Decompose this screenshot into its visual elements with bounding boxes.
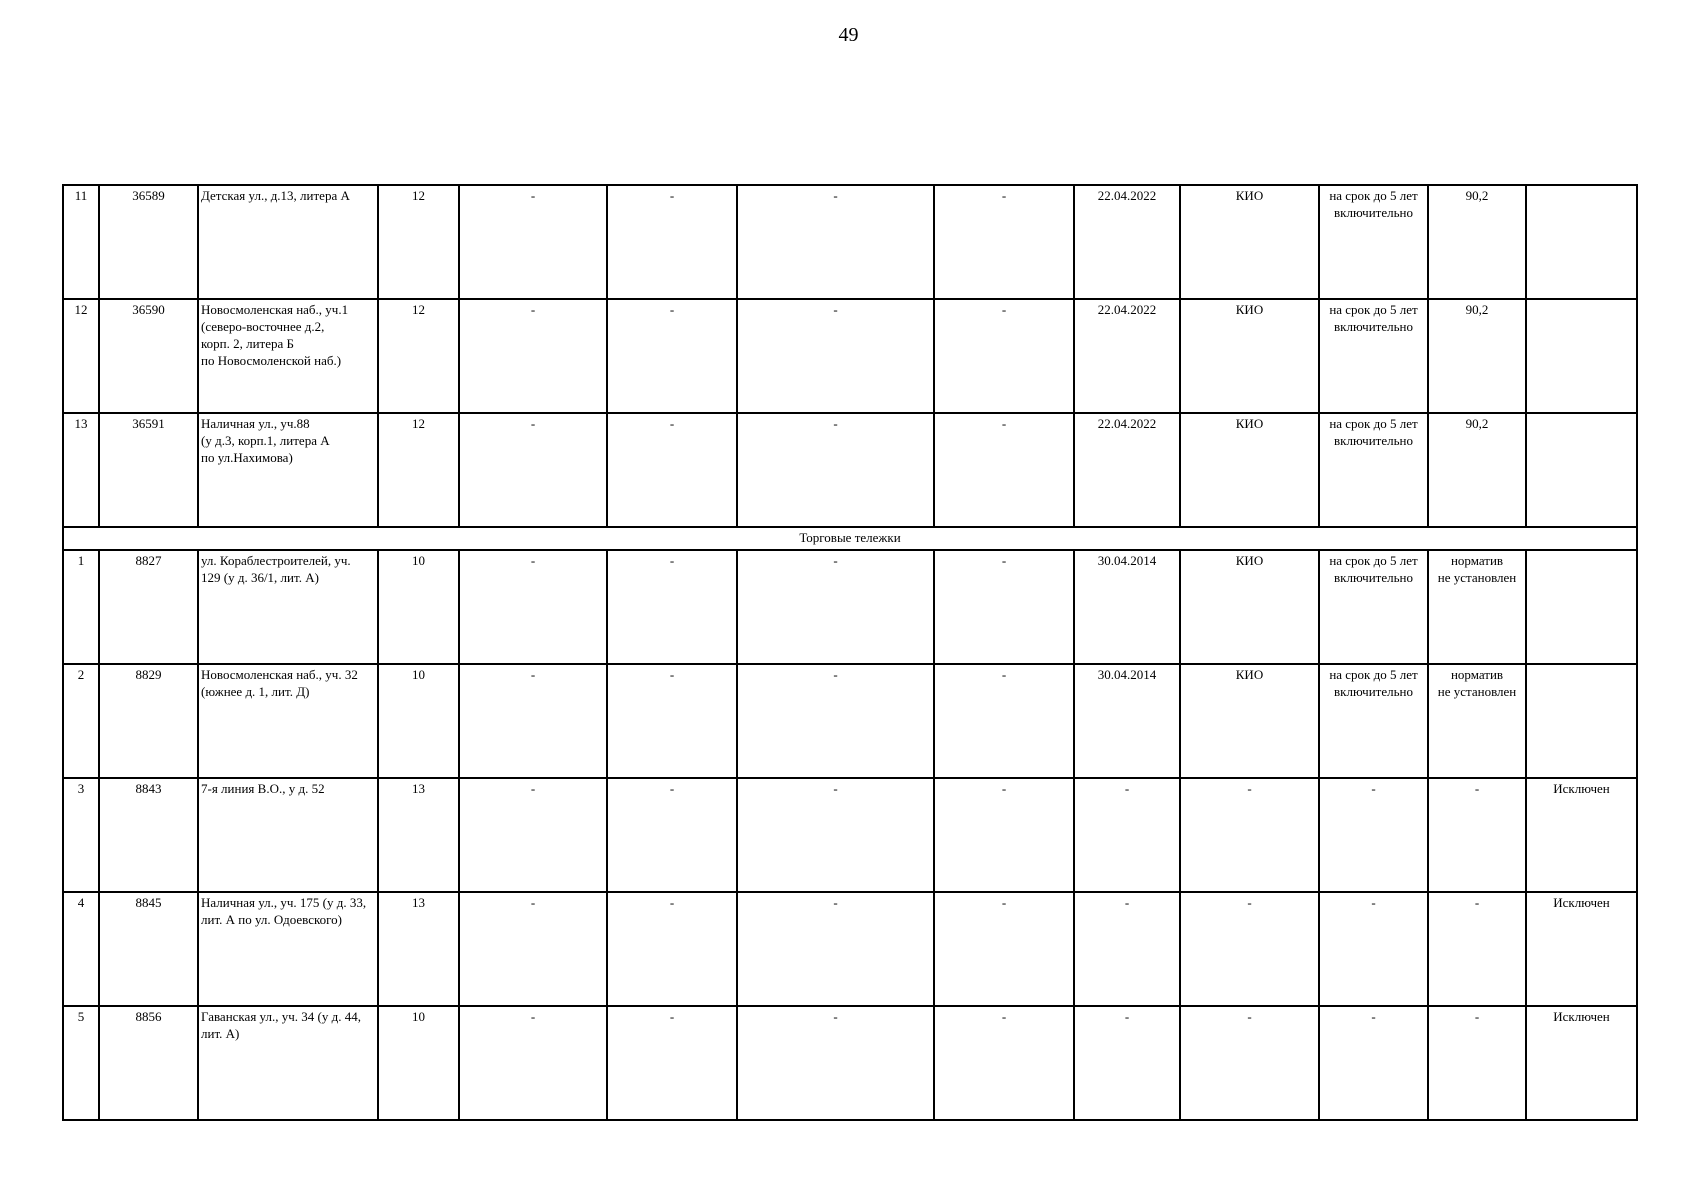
cell-rate: 90,2 xyxy=(1428,299,1526,413)
cell-address: 7-я линия В.О., у д. 52 xyxy=(198,778,378,892)
cell-col8: - xyxy=(934,185,1074,299)
cell-note xyxy=(1526,413,1637,527)
section-row xyxy=(63,527,1637,550)
cell-id: 36591 xyxy=(99,413,198,527)
table-row xyxy=(63,550,1637,664)
cell-col6: - xyxy=(607,550,737,664)
cell-col7: - xyxy=(737,185,934,299)
cell-id: 36590 xyxy=(99,299,198,413)
cell-number: 2 xyxy=(63,664,99,778)
cell-number: 3 xyxy=(63,778,99,892)
cell-date: 22.04.2022 xyxy=(1074,413,1180,527)
cell-rate: - xyxy=(1428,1006,1526,1120)
cell-col6: - xyxy=(607,778,737,892)
cell-term: на срок до 5 лет включительно xyxy=(1319,185,1428,299)
cell-term: - xyxy=(1319,1006,1428,1120)
cell-address: Новосмоленская наб., уч.1 (северо-восточнее д.2, корп. 2, литера Б по Новосмоленской наб.) xyxy=(198,299,378,413)
cell-date: 30.04.2014 xyxy=(1074,664,1180,778)
section-header xyxy=(63,527,1637,550)
table-body-bottom xyxy=(63,550,1637,1120)
cell-col8: - xyxy=(934,413,1074,527)
cell-col5: - xyxy=(459,892,607,1006)
cell-date: 22.04.2022 xyxy=(1074,185,1180,299)
cell-col5: - xyxy=(459,299,607,413)
cell-col5: - xyxy=(459,185,607,299)
cell-date: - xyxy=(1074,892,1180,1006)
cell-number: 4 xyxy=(63,892,99,1006)
cell-code: 10 xyxy=(378,664,459,778)
cell-rate: норматив не установлен xyxy=(1428,550,1526,664)
cell-term: - xyxy=(1319,778,1428,892)
cell-col7: - xyxy=(737,1006,934,1120)
cell-term: на срок до 5 лет включительно xyxy=(1319,550,1428,664)
cell-col7: - xyxy=(737,892,934,1006)
cell-note xyxy=(1526,185,1637,299)
cell-address: Новосмоленская наб., уч. 32 (южнее д. 1, лит. Д) xyxy=(198,664,378,778)
cell-code: 13 xyxy=(378,778,459,892)
cell-rate: - xyxy=(1428,778,1526,892)
cell-org: КИО xyxy=(1180,299,1319,413)
cell-col8: - xyxy=(934,550,1074,664)
cell-col6: - xyxy=(607,664,737,778)
cell-col8: - xyxy=(934,664,1074,778)
cell-col6: - xyxy=(607,413,737,527)
table-row xyxy=(63,664,1637,778)
table-body-top xyxy=(63,185,1637,527)
cell-col5: - xyxy=(459,550,607,664)
cell-term: на срок до 5 лет включительно xyxy=(1319,413,1428,527)
cell-address: Детская ул., д.13, литера А xyxy=(198,185,378,299)
cell-col7: - xyxy=(737,299,934,413)
cell-number: 1 xyxy=(63,550,99,664)
cell-col6: - xyxy=(607,299,737,413)
cell-code: 12 xyxy=(378,299,459,413)
cell-rate: 90,2 xyxy=(1428,185,1526,299)
cell-code: 12 xyxy=(378,413,459,527)
cell-org: КИО xyxy=(1180,413,1319,527)
cell-note: Исключен xyxy=(1526,892,1637,1006)
cell-id: 8845 xyxy=(99,892,198,1006)
cell-date: - xyxy=(1074,1006,1180,1120)
table-row xyxy=(63,185,1637,299)
cell-org: КИО xyxy=(1180,185,1319,299)
cell-note xyxy=(1526,664,1637,778)
cell-col7: - xyxy=(737,778,934,892)
cell-address: Наличная ул., уч.88 (у д.3, корп.1, литера А по ул.Нахимова) xyxy=(198,413,378,527)
cell-id: 8856 xyxy=(99,1006,198,1120)
cell-code: 10 xyxy=(378,550,459,664)
cell-org: КИО xyxy=(1180,550,1319,664)
cell-number: 5 xyxy=(63,1006,99,1120)
cell-rate: - xyxy=(1428,892,1526,1006)
document-table xyxy=(62,184,1638,1121)
cell-term: на срок до 5 лет включительно xyxy=(1319,299,1428,413)
cell-col8: - xyxy=(934,299,1074,413)
cell-org: - xyxy=(1180,1006,1319,1120)
cell-col7: - xyxy=(737,413,934,527)
cell-col8: - xyxy=(934,778,1074,892)
cell-address: Наличная ул., уч. 175 (у д. 33, лит. А по ул. Одоевского) xyxy=(198,892,378,1006)
cell-col6: - xyxy=(607,1006,737,1120)
cell-number: 13 xyxy=(63,413,99,527)
cell-id: 36589 xyxy=(99,185,198,299)
cell-col8: - xyxy=(934,892,1074,1006)
cell-id: 8843 xyxy=(99,778,198,892)
table-row xyxy=(63,299,1637,413)
cell-number: 11 xyxy=(63,185,99,299)
cell-note xyxy=(1526,550,1637,664)
cell-id: 8829 xyxy=(99,664,198,778)
cell-col7: - xyxy=(737,550,934,664)
table-row xyxy=(63,892,1637,1006)
cell-code: 10 xyxy=(378,1006,459,1120)
cell-col6: - xyxy=(607,185,737,299)
cell-col8: - xyxy=(934,1006,1074,1120)
section-title: Торговые тележки xyxy=(63,527,1637,550)
cell-org: - xyxy=(1180,778,1319,892)
table-row xyxy=(63,413,1637,527)
cell-date: 30.04.2014 xyxy=(1074,550,1180,664)
cell-address: ул. Кораблестроителей, уч. 129 (у д. 36/1, лит. А) xyxy=(198,550,378,664)
cell-col5: - xyxy=(459,413,607,527)
cell-code: 12 xyxy=(378,185,459,299)
cell-date: - xyxy=(1074,778,1180,892)
cell-note: Исключен xyxy=(1526,778,1637,892)
cell-org: - xyxy=(1180,892,1319,1006)
cell-address: Гаванская ул., уч. 34 (у д. 44, лит. А) xyxy=(198,1006,378,1120)
cell-note: Исключен xyxy=(1526,1006,1637,1120)
cell-col5: - xyxy=(459,1006,607,1120)
cell-term: на срок до 5 лет включительно xyxy=(1319,664,1428,778)
cell-col6: - xyxy=(607,892,737,1006)
cell-org: КИО xyxy=(1180,664,1319,778)
cell-number: 12 xyxy=(63,299,99,413)
table-row xyxy=(63,1006,1637,1120)
cell-id: 8827 xyxy=(99,550,198,664)
cell-col7: - xyxy=(737,664,934,778)
cell-rate: норматив не установлен xyxy=(1428,664,1526,778)
cell-col5: - xyxy=(459,664,607,778)
cell-col5: - xyxy=(459,778,607,892)
cell-code: 13 xyxy=(378,892,459,1006)
cell-date: 22.04.2022 xyxy=(1074,299,1180,413)
cell-rate: 90,2 xyxy=(1428,413,1526,527)
cell-term: - xyxy=(1319,892,1428,1006)
page-number: 49 xyxy=(838,24,859,46)
table-row xyxy=(63,778,1637,892)
cell-note xyxy=(1526,299,1637,413)
